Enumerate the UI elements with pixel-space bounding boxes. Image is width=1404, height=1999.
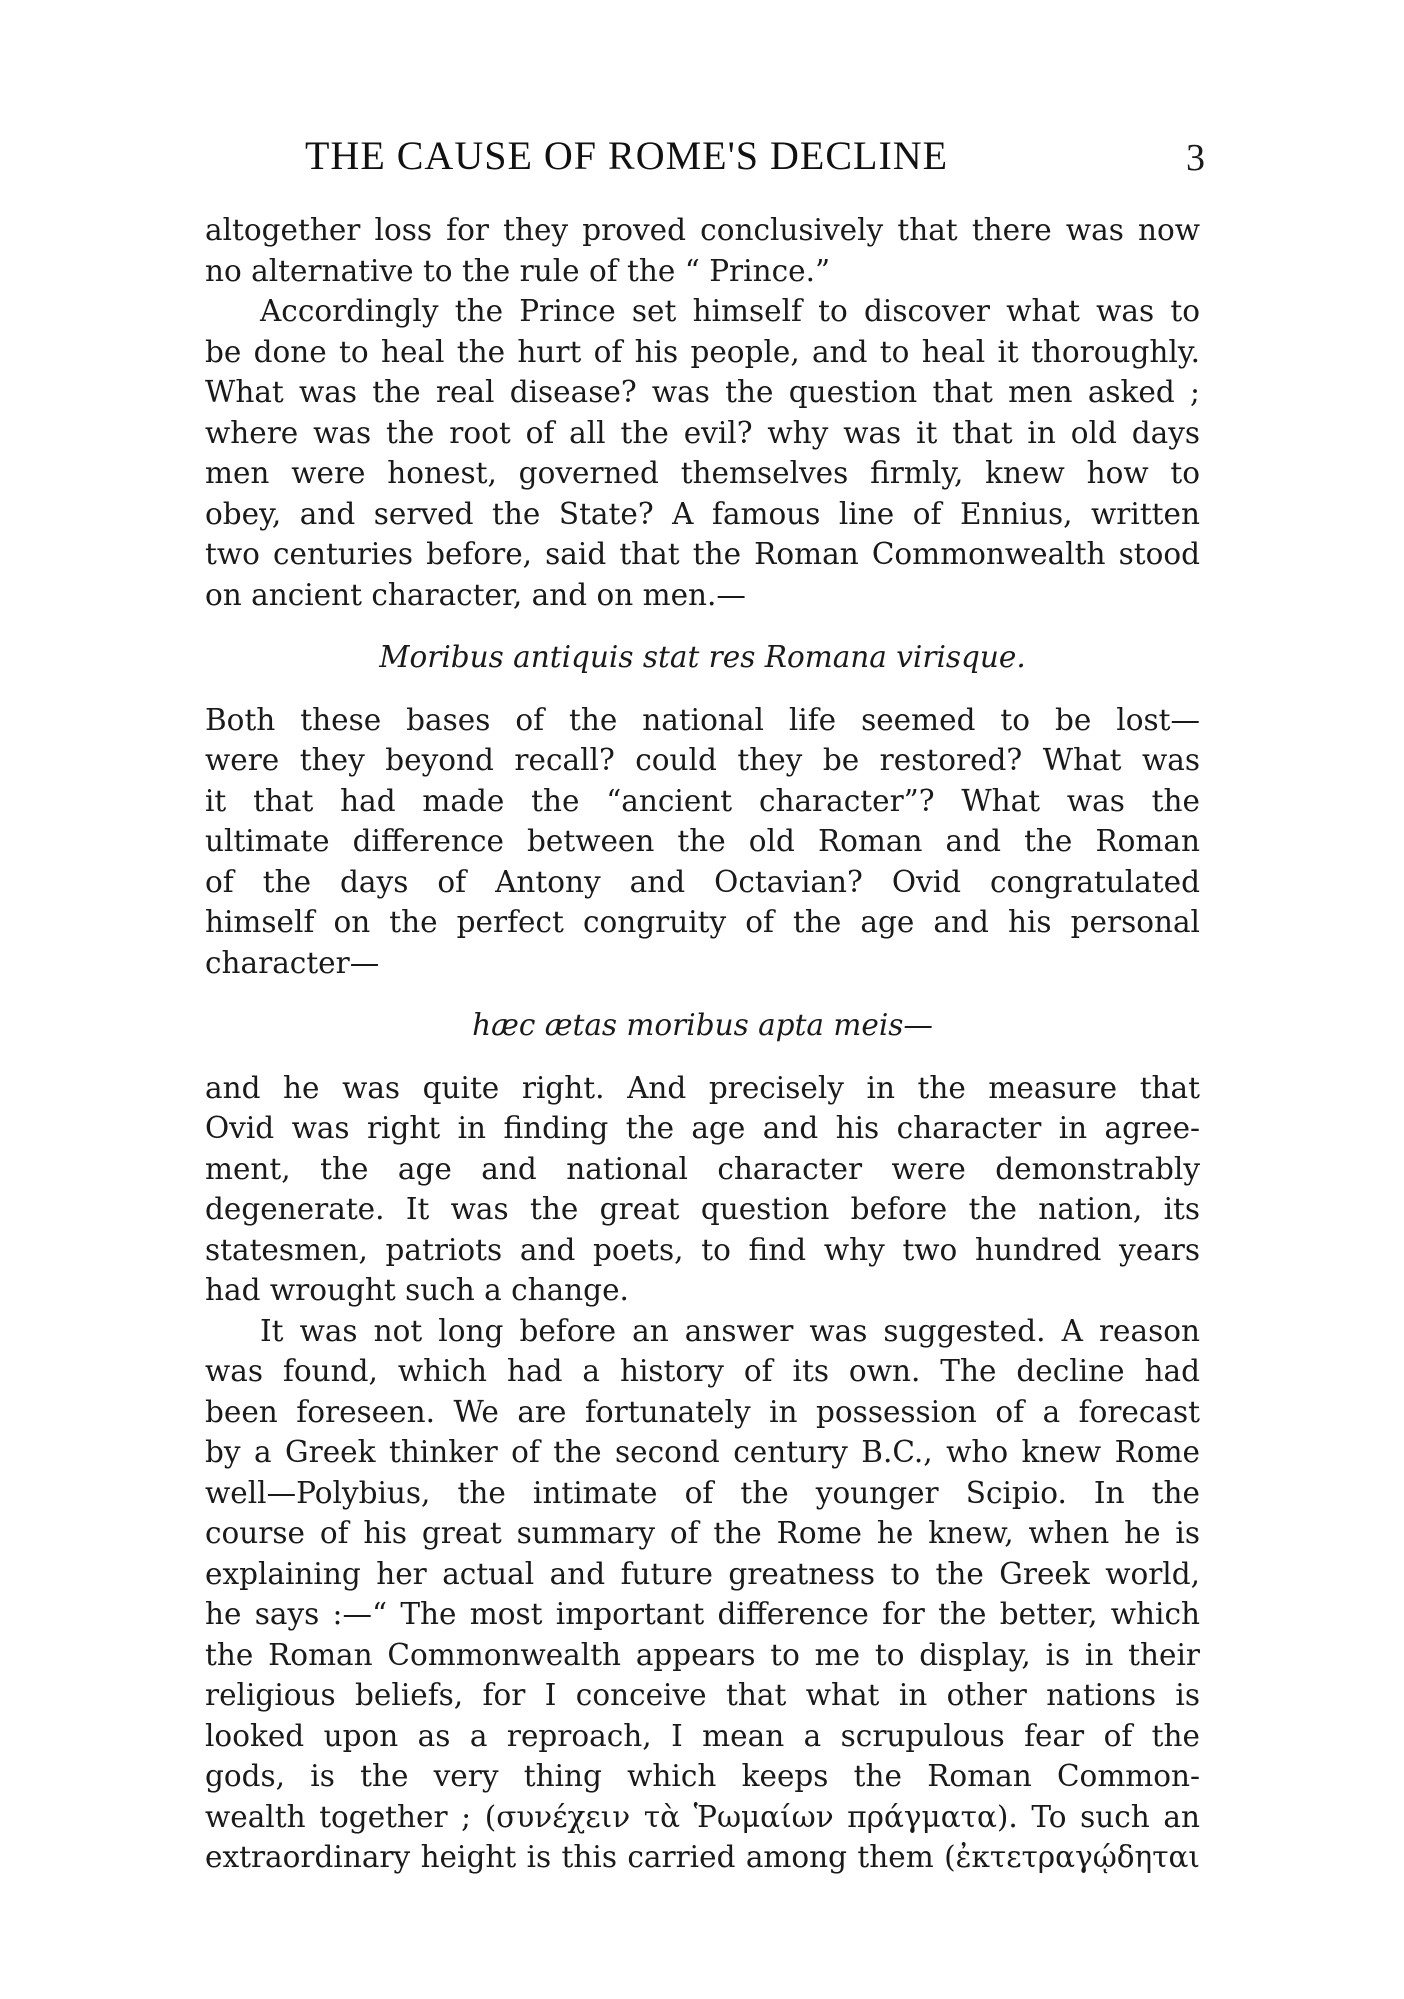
text-line: explaining her actual and future greatness to the Greek world,	[205, 1556, 1200, 1591]
text-line: of the days of Antony and Octavian? Ovid congratulated	[205, 864, 1200, 899]
text-line: altogether loss for they proved conclusively that there was now	[205, 213, 1200, 247]
text-line: and he was quite right. And precisely in the measure that	[205, 1070, 1200, 1105]
text-line: by a Greek thinker of the second century B.C., who knew Rome	[205, 1435, 1200, 1469]
text-line: been foreseen. We are fortunately in possession of a forecast	[205, 1394, 1200, 1429]
text-line: wealth together ; (συνέχειν τὰ Ῥωμαίων πράγματα). To such an	[205, 1799, 1200, 1834]
text-line: statesmen, patriots and poets, to find why two hundred years	[205, 1232, 1200, 1267]
text-line: on ancient character, and on men.—	[205, 577, 746, 612]
text-line: no alternative to the rule of the “ Prince.”	[205, 253, 831, 288]
body-text	[205, 210, 1200, 1878]
text-line: looked upon as a reproach, I mean a scrupulous fear of the	[205, 1718, 1200, 1753]
text-line: obey, and served the State? A famous line of Ennius, written	[205, 496, 1200, 531]
page-number: 3	[1186, 137, 1205, 179]
text-line: ultimate difference between the old Roman and the Roman	[205, 824, 1200, 858]
text-line: religious beliefs, for I conceive that what in other nations is	[205, 1678, 1200, 1712]
text-line: were they beyond recall? could they be restored? What was	[205, 743, 1200, 777]
text-line: Accordingly the Prince set himself to discover what was to	[260, 294, 1200, 328]
text-line: course of his great summary of the Rome he knew, when he is	[205, 1516, 1200, 1550]
text-line: was found, which had a history of its own. The decline had	[205, 1354, 1200, 1388]
text-line: extraordinary height is this carried among them (ἐκτετραγῴδηται	[205, 1840, 1200, 1874]
text-line: be done to heal the hurt of his people, and to heal it thoroughly.	[205, 334, 1200, 369]
text-line: had wrought such a change.	[205, 1273, 629, 1307]
text-line: What was the real disease? was the question that men asked ;	[205, 375, 1200, 409]
latin-quotation: hæc ætas moribus apta meis—	[472, 1008, 933, 1042]
text-line: gods, is the very thing which keeps the Roman Common-	[205, 1759, 1200, 1793]
page-header	[205, 132, 1205, 192]
text-line: two centuries before, said that the Roman Commonwealth stood	[205, 537, 1200, 571]
text-line: the Roman Commonwealth appears to me to display, is in their	[205, 1637, 1200, 1672]
text-line: ment, the age and national character were demonstrably	[205, 1151, 1200, 1186]
text-line: well—Polybius, the intimate of the younger Scipio. In the	[205, 1475, 1200, 1510]
text-line: he says :—“ The most important difference for the better, which	[205, 1597, 1200, 1631]
running-title: THE CAUSE OF ROME'S DECLINE	[305, 133, 949, 178]
text-line: it that had made the “ancient character”? What was the	[205, 783, 1200, 818]
text-line: character—	[205, 945, 380, 980]
text-line: Both these bases of the national life seemed to be lost—	[205, 702, 1200, 737]
latin-quotation: Moribus antiquis stat res Romana virisque.	[379, 640, 1026, 674]
text-line: men were honest, governed themselves firmly, knew how to	[205, 456, 1200, 490]
text-line: himself on the perfect congruity of the age and his personal	[205, 905, 1200, 939]
text-line: Ovid was right in finding the age and his character in agree-	[205, 1111, 1200, 1145]
text-line: It was not long before an answer was suggested. A reason	[260, 1313, 1200, 1348]
text-line: degenerate. It was the great question before the nation, its	[205, 1192, 1200, 1226]
text-line: where was the root of all the evil? why was it that in old days	[205, 415, 1200, 450]
